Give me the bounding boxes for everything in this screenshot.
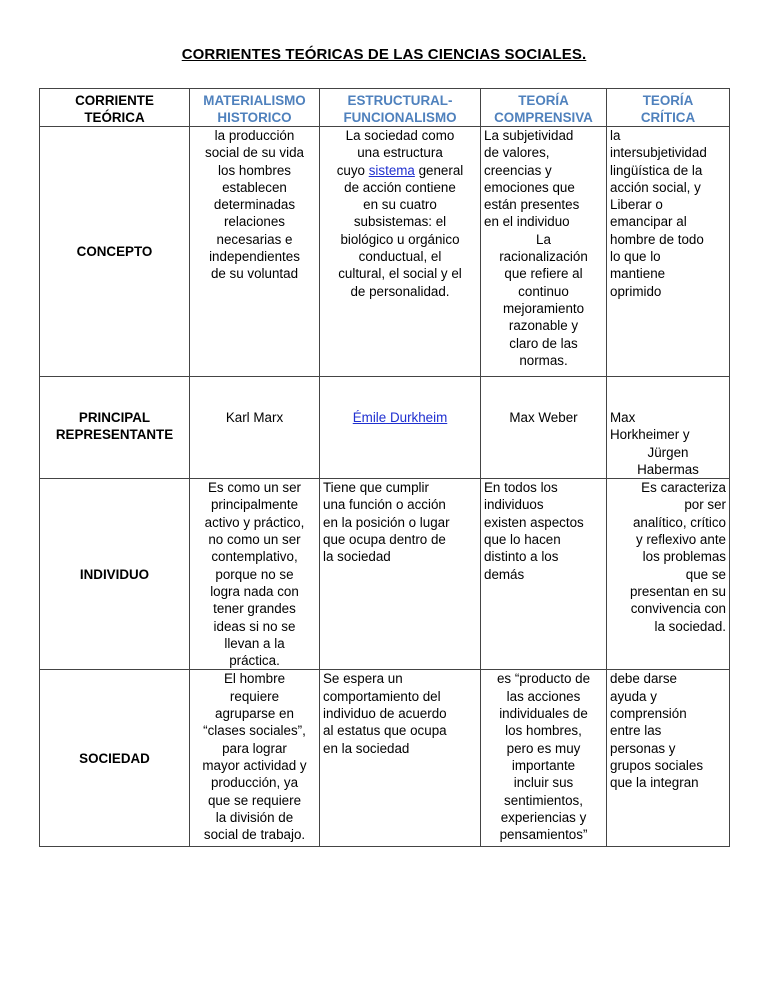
- concepto-comprensiva-part2: La racionalización que refiere al continuo mejoramiento razonable y claro de las normas.: [499, 231, 588, 368]
- row-individuo: [40, 479, 730, 670]
- cell-concepto-estructural: [320, 127, 481, 377]
- representante-critica-part1: Max Horkheimer y: [610, 410, 690, 443]
- cell-representante-materialismo: Karl Marx: [190, 377, 320, 479]
- header-teoria-critica: TEORÍA CRÍTICA: [607, 89, 730, 127]
- cell-individuo-materialismo: Es como un ser principalmente activo y práctico, no como un ser contemplativo, porque no se logra nada con tener grandes ideas si no se llevan a la práctica.: [190, 479, 320, 670]
- page-title: CORRIENTES TEÓRICAS DE LAS CIENCIAS SOCIALES.: [181, 46, 587, 63]
- sistema-link[interactable]: sistema: [368, 162, 415, 178]
- header-materialismo-historico: MATERIALISMO HISTORICO: [190, 89, 320, 127]
- representante-critica-part2: Jürgen Habermas: [637, 444, 699, 477]
- cell-concepto-materialismo: la producción social de su vida los hombres establecen determinadas relaciones necesarias e independientes de su voluntad: [190, 127, 320, 377]
- cell-concepto-critica: la intersubjetividad lingüística de la acción social, y Liberar o emancipar al hombre de todo lo que lo mantiene oprimido: [607, 127, 730, 377]
- theories-table: [39, 88, 730, 847]
- concepto-estructural-text-start: La sociedad como una estructura cuyo: [336, 128, 455, 178]
- row-label-sociedad: SOCIEDAD: [40, 670, 190, 847]
- cell-concepto-comprensiva: [481, 127, 607, 377]
- header-row: [40, 89, 730, 127]
- concepto-comprensiva-part1: La subjetividad de valores, creencias y emociones que están presentes en el individuo: [484, 128, 580, 230]
- cell-sociedad-comprensiva: es “producto de las acciones individuales de los hombres, pero es muy importante incluir sus sentimientos, experiencias y pensamientos”: [481, 670, 607, 847]
- row-label-concepto: CONCEPTO: [40, 127, 190, 377]
- concepto-estructural-text-end: general de acción contiene en su cuatro subsistemas: el biológico u orgánico conductual, el cultural, el social y el de personalidad.: [338, 162, 464, 299]
- durkheim-link[interactable]: Émile Durkheim: [352, 410, 448, 425]
- cell-representante-estructural: [320, 377, 481, 479]
- row-concepto: [40, 127, 730, 377]
- cell-individuo-comprensiva: En todos los individuos existen aspectos que lo hacen distinto a los demás: [481, 479, 607, 670]
- header-teoria-comprensiva: TEORÍA COMPRENSIVA: [481, 89, 607, 127]
- row-label-individuo: INDIVIDUO: [40, 479, 190, 670]
- cell-representante-critica: [607, 377, 730, 479]
- cell-sociedad-materialismo: El hombre requiere agruparse en “clases sociales”, para lograr mayor actividad y producción, ya que se requiere la división de social de trabajo.: [190, 670, 320, 847]
- cell-representante-comprensiva: Max Weber: [481, 377, 607, 479]
- cell-sociedad-estructural: Se espera un comportamiento del individuo de acuerdo al estatus que ocupa en la sociedad: [320, 670, 481, 847]
- row-label-representante: PRINCIPAL REPRESENTANTE: [40, 377, 190, 479]
- cell-sociedad-critica: debe darse ayuda y comprensión entre las personas y grupos sociales que la integran: [607, 670, 730, 847]
- header-corriente-teorica: CORRIENTE TEÓRICA: [40, 89, 190, 127]
- row-sociedad: [40, 670, 730, 847]
- header-estructural-funcionalismo: ESTRUCTURAL- FUNCIONALISMO: [320, 89, 481, 127]
- cell-individuo-critica: Es caracteriza por ser analítico, crítico y reflexivo ante los problemas que se presentan en su convivencia con la sociedad.: [607, 479, 730, 670]
- cell-individuo-estructural: Tiene que cumplir una función o acción en la posición o lugar que ocupa dentro de la sociedad: [320, 479, 481, 670]
- row-representante: [40, 377, 730, 479]
